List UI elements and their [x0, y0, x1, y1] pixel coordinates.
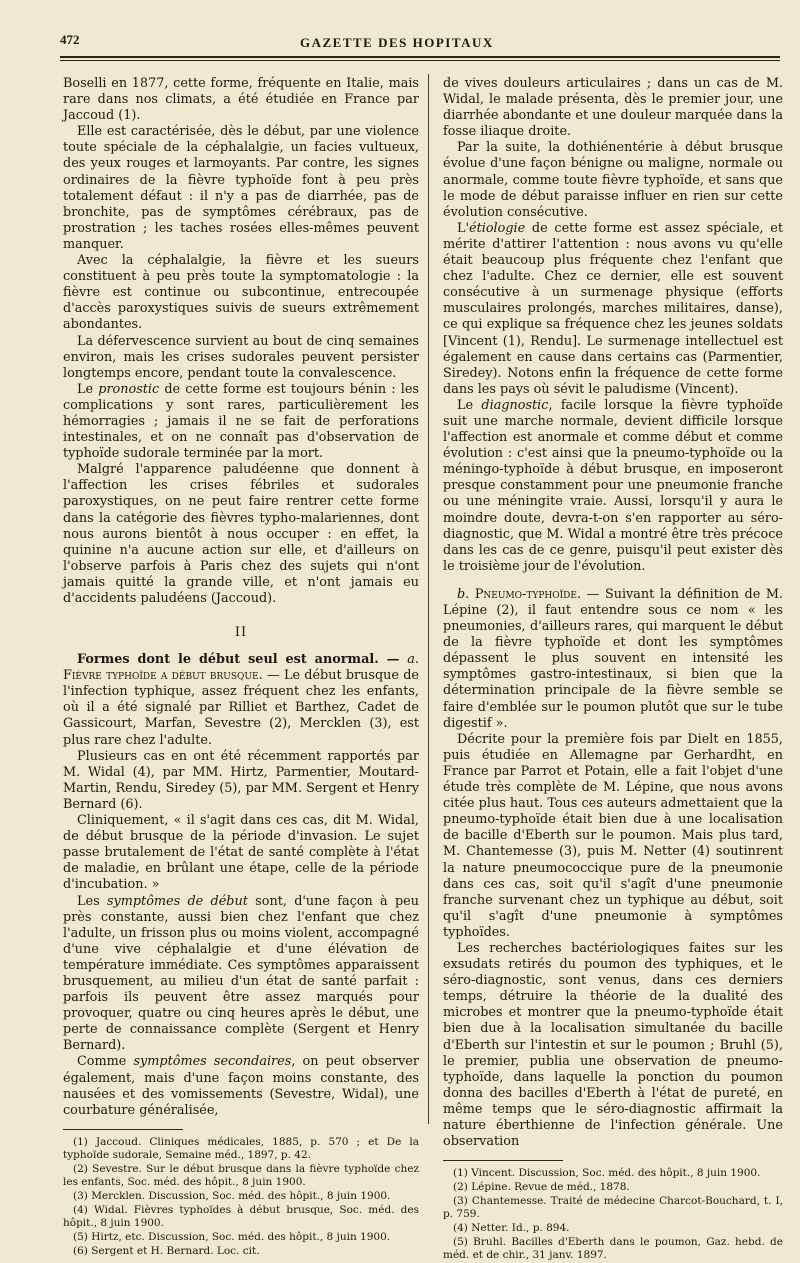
header-rule — [60, 56, 780, 58]
left-column — [63, 76, 419, 1259]
text-run: Le — [77, 381, 94, 397]
paragraph: La défervescence survient au bout de cinq semaines environ, mais les crises sudorales peuvent persister longtemps encore, pendant toute la convalescence. — [63, 333, 419, 381]
subsection-letter: b. — [457, 586, 470, 602]
text-run: Comme — [77, 1054, 134, 1070]
footnotes — [443, 1167, 783, 1262]
footnote-rule — [443, 1160, 563, 1161]
subsection-paragraph — [443, 587, 783, 732]
footnote: (2) Lépine. Revue de méd., 1878. — [453, 1181, 630, 1194]
paragraph: Elle est caractérisée, dès le début, par une violence toute spéciale de la céphalalgie, un facies vultueux, des yeux rouges et larmoyants. Par contre, les signes ordinaires de la fièvre typhoïde font à peu près totalement défaut : il n'y a pas de diarrhée, pas de bronchite, pas de symptômes cérébraux, pas de prostration ; les taches rosées elles-mêmes peuvent manquer. — [63, 124, 419, 252]
footnote: (5) Bruhl. Bacilles d'Eberth dans le poumon, Gaz. hebd. de méd. et de chir., 31 janv. 1897. — [443, 1236, 783, 1262]
right-column — [443, 76, 783, 1263]
text-run: , on peut observer également, mais d'une façon moins constante, des nausées et des vomissements (Sevestre, Widal), une courbature généralisée, — [63, 1054, 419, 1118]
text-run: — Suivant la définition de M. Lépine (2), il faut entendre sous ce nom « les pneumonies, d'ailleurs rares, qui marquent le début de la fièvre typhoïde et dont les symptômes dépassent le plus souvent en intensité les symptômes gastro-intestinaux, si bien que la détermination principale de la fièvre semble se faire d'emblée sur le poumon plutôt que sur le tube digestif ». — [443, 586, 783, 731]
section-numeral: II — [234, 625, 248, 641]
paragraph: Par la suite, la dothiénentérie à début brusque évolue d'une façon bénigne ou maligne, normale ou anormale, comme toute fièvre typhoïde, et sans que le mode de début paraisse influer en rien sur cette évolution consécutive. — [443, 140, 783, 220]
paragraph — [63, 382, 419, 462]
emphasis: symptômes secondaires — [133, 1054, 292, 1070]
paragraph — [63, 894, 419, 1055]
running-title: GAZETTE DES HOPITAUX — [300, 35, 494, 50]
text-run: — Le début brusque de l'infection typhique, assez fréquent chez les enfants, où il a été signalé par Rilliet et Barthez, Cadet de Gassicourt, Marfan, Sevestre (2), Mercklen (3), est plus rare chez l'adulte. — [63, 668, 420, 748]
header-rule-thin — [60, 60, 780, 61]
text-run: sont, d'une façon à peu près constante, aussi bien chez l'enfant que chez l'adulte, un frisson plus ou moins violent, accompagné d'une vive céphalalgie et d'une élévation de température immédiate. Ces symptômes apparaissent brusquement, au milieu d'un état de santé parfait : parfois ils peuvent être assez marqués pour provoquer, quatre ou cinq heures après le début, une perte de connaissance complète (Sergent et Henry Bernard). — [63, 893, 419, 1054]
footnote: (4) Widal. Fièvres typhoïdes à début brusque, Soc. méd. des hôpit., 8 juin 1900. — [63, 1203, 419, 1229]
footnote: (3) Chantemesse. Traité de médecine Charcot-Bouchard, t. I, p. 759. — [443, 1195, 783, 1221]
paragraph: Cliniquement, « il s'agit dans ces cas, dit M. Widal, de début brusque de la période d'invasion. Le sujet passe brutalement de l'état de santé complète à l'état de maladie, en brûlant une étape, celle de la période d'incubation. » — [63, 813, 419, 893]
section-heading: Formes dont le début seul est anormal. — — [77, 652, 408, 668]
text-run: L' — [457, 220, 470, 236]
emphasis: symptômes de début — [106, 893, 248, 909]
footnote: (4) Netter. Id., p. 894. — [453, 1222, 570, 1235]
footnotes — [63, 1136, 419, 1258]
emphasis: diagnostic — [481, 397, 549, 413]
paragraph: Les recherches bactériologiques faites sur les exsudats retirés du poumon des typhiques, et le séro-diagnostic, sont venus, dans ces derniers temps, détruire la théorie de la dualité des microbes et montrer que la pneumo-typhoïde était bien due à la localisation simultanée du bacille d'Eberth sur l'intestin et sur le poumon ; Bruhl (5), le premier, publia une observation de pneumo-typhoïde, dans laquelle la ponction du poumon donna des bacilles d'Eberth à l'état de pureté, en même temps que le séro-diagnostic affirmait la nature éberthienne de l'infection générale. Une observation — [443, 940, 783, 1150]
paragraph: Avec la céphalalgie, la fièvre et les sueurs constituent à peu près toute la symptomatologie : la fièvre est continue ou subcontinue, entrecoupée d'accès paroxystiques suivis de sueurs extrêmement abondantes. — [63, 253, 419, 333]
text-run: de cette forme est toujours bénin : les complications y sont rares, particulièrement les hémorragies ; jamais il ne se fait de perforations intestinales, et on ne connaît pas d'observation de typhoïde sudorale terminée par la mort. — [63, 381, 419, 462]
paragraph: Décrite pour la première fois par Dielt en 1855, puis étudiée en Allemagne par Gerhardht, en France par Parrot et Potain, elle a fait l'objet d'une étude très complète de M. Lépine, que nous avons citée plus haut. Tous ces auteurs admettaient que la pneumo-typhoïde était bien due à une localisation de bacille d'Eberth sur le poumon. Mais plus tard, M. Chantemesse (3), puis M. Netter (4) soutinrent la nature pneumococcique pure de la pneumonie dans ces cas, soit qu'il s'agît d'une pneumonie franche survenant chez un typhique au début, soit qu'il s'agît d'une pneumonie à symptômes typhoïdes. — [443, 731, 783, 940]
paragraph — [443, 398, 783, 575]
subsection-title: Pneumo-typhoïde. — [469, 586, 582, 602]
paragraph: Plusieurs cas en ont été récemment rapportés par M. Widal (4), par MM. Hirtz, Parmentier, Moutard-Martin, Rendu, Siredey (5), par MM. Sergent et Henry Bernard (6). — [63, 748, 419, 812]
footnote: (2) Sevestre. Sur le début brusque dans la fièvre typhoïde chez les enfants, Soc. méd. des hôpit., 8 juin 1900. — [63, 1162, 419, 1188]
subsection-letter: a. — [407, 652, 419, 668]
text-run: Le — [457, 397, 482, 413]
text-run: , facile lorsque la fièvre typhoïde suit une marche normale, devient difficile lorsque l'affection est anormale et comme début et comme évolution : c'est ainsi que la pneumo-typhoïde ou la méningo-typhoïde à début brusque, en imposeront presque constamment pour une pneumonie franche ou une méningite vraie. Aussi, lorsqu'il y aura le moindre doute, devra-t-on s'en rapporter au séro-diagnostic, que M. Widal a montré être très précoce dans les cas de ce genre, puisqu'il peut exister dès le troisième jour de l'évolution. — [443, 397, 784, 574]
paragraph — [63, 1054, 419, 1118]
paragraph: de vives douleurs articulaires ; dans un cas de M. Widal, le malade présenta, dès le premier jour, une diarrhée abondante et une douleur marquée dans la fosse iliaque droite. — [443, 76, 783, 140]
page-number: 472 — [60, 32, 80, 47]
paragraph: Malgré l'apparence paludéenne que donnent à l'affection les crises fébriles et sudorales paroxystiques, on ne peut faire rentrer cette forme dans la catégorie des fièvres typho-malariennes, dont nous aurons bientôt à nous occuper : en effet, la quinine n'a aucune action sur elle, et d'ailleurs on l'observe parfois à Paris chez des sujets qui n'ont jamais quitté la grande ville, et n'ont jamais eu d'accidents paludéens (Jaccoud). — [63, 462, 419, 606]
column-divider — [428, 74, 429, 1124]
text-run: Les — [77, 893, 107, 909]
footnote: (5) Hirtz, etc. Discussion, Soc. méd. des hôpit., 8 juin 1900. — [73, 1230, 391, 1243]
footnote: (1) Vincent. Discussion, Soc. méd. des hôpit., 8 juin 1900. — [453, 1167, 761, 1180]
section-heading-paragraph — [63, 652, 419, 749]
footnote: (3) Mercklen. Discussion, Soc. méd. des hôpit., 8 juin 1900. — [73, 1189, 391, 1202]
paragraph — [443, 221, 783, 398]
footnote-rule — [63, 1129, 183, 1130]
text-run: de cette forme est assez spéciale, et mérite d'attirer l'attention : nous avons vu qu'elle était beaucoup plus fréquente chez l'enfant que chez l'adulte. Chez ce dernier, elle est souvent consécutive à un surmenage physique (efforts musculaires prolongés, marches militaires, danse), ce qui explique sa fréquence chez les jeunes soldats [Vincent (1), Rendu]. Le surmenage intellectuel est également en cause dans certains cas (Parmentier, Siredey). Notons enfin la fréquence de cette forme dans les pays où sévit le paludisme (Vincent). — [443, 220, 783, 397]
emphasis: étiologie — [469, 220, 526, 236]
subsection-title: Fièvre typhoïde a début brusque. — [63, 668, 263, 684]
footnote: (1) Jaccoud. Cliniques médicales, 1885, p. 570 ; et De la typhoïde sudorale, Semaine méd., 1897, p. 42. — [63, 1135, 419, 1161]
paragraph: Boselli en 1877, cette forme, fréquente en Italie, mais rare dans nos climats, a été étudiée en France par Jaccoud (1). — [63, 76, 419, 124]
footnote: (6) Sergent et H. Bernard. Loc. cit. — [73, 1244, 260, 1257]
emphasis: pronostic — [98, 381, 160, 397]
